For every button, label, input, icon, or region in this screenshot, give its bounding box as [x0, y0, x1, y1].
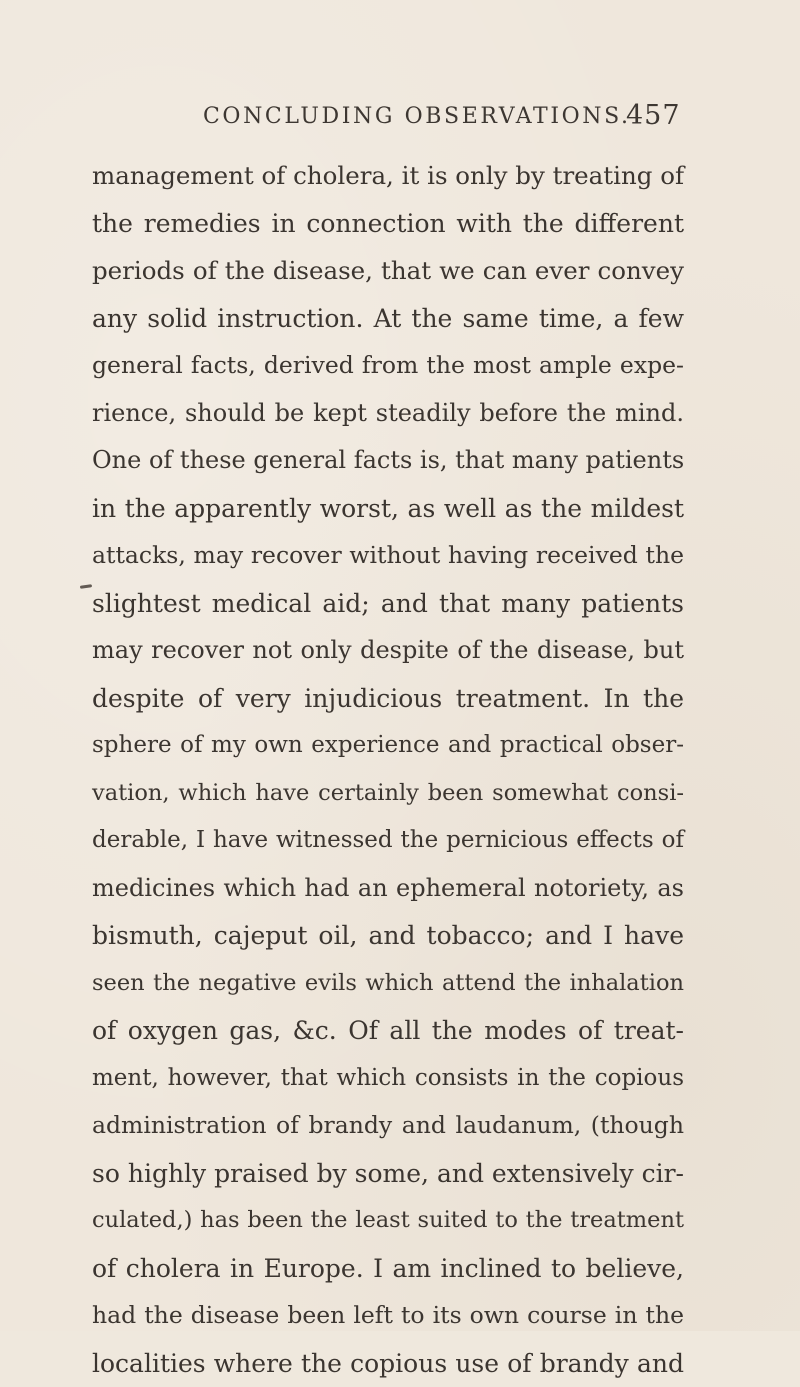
text-line: medicines which had an ephemeral notoriety, as: [92, 865, 684, 913]
text-line: may recover not only despite of the disease, but: [92, 627, 684, 675]
text-line: any solid instruction. At the same time, a few: [92, 295, 684, 343]
text-line: ment, however, that which consists in the copious: [92, 1055, 684, 1103]
text-line: localities where the copious use of brandy and: [92, 1340, 684, 1387]
text-line: of oxygen gas, &c. Of all the modes of treat-: [92, 1007, 684, 1055]
text-line: periods of the disease, that we can ever convey: [92, 247, 684, 295]
text-line: slightest medical aid; and that many patients: [92, 580, 684, 628]
text-line: bismuth, cajeput oil, and tobacco; and I have: [92, 912, 684, 960]
body-text: [92, 152, 684, 1387]
text-line: in the apparently worst, as well as the mildest: [92, 485, 684, 533]
running-title: CONCLUDING OBSERVATIONS.: [203, 104, 631, 129]
text-line: administration of brandy and laudanum, (though: [92, 1102, 684, 1150]
text-line: had the disease been left to its own course in the: [92, 1292, 684, 1340]
text-line: so highly praised by some, and extensively cir-: [92, 1150, 684, 1198]
text-line: the remedies in connection with the different: [92, 200, 684, 248]
text-line: of cholera in Europe. I am inclined to believe,: [92, 1245, 684, 1293]
page-number: 457: [626, 100, 681, 131]
text-line: sphere of my own experience and practical obser-: [92, 722, 684, 770]
text-line: vation, which have certainly been somewhat consi-: [92, 770, 684, 818]
text-line: derable, I have witnessed the pernicious effects of: [92, 817, 684, 865]
text-line: culated,) has been the least suited to the treatment: [92, 1197, 684, 1245]
text-line: attacks, may recover without having received the: [92, 532, 684, 580]
text-line: One of these general facts is, that many patients: [92, 437, 684, 485]
running-head: [0, 100, 800, 140]
text-line: seen the negative evils which attend the inhalation: [92, 960, 684, 1008]
margin-mark: [80, 584, 92, 589]
text-line: general facts, derived from the most ample expe-: [92, 342, 684, 390]
text-line: management of cholera, it is only by treating of: [92, 152, 684, 200]
text-line: rience, should be kept steadily before the mind.: [92, 390, 684, 438]
text-line: despite of very injudicious treatment. In the: [92, 675, 684, 723]
